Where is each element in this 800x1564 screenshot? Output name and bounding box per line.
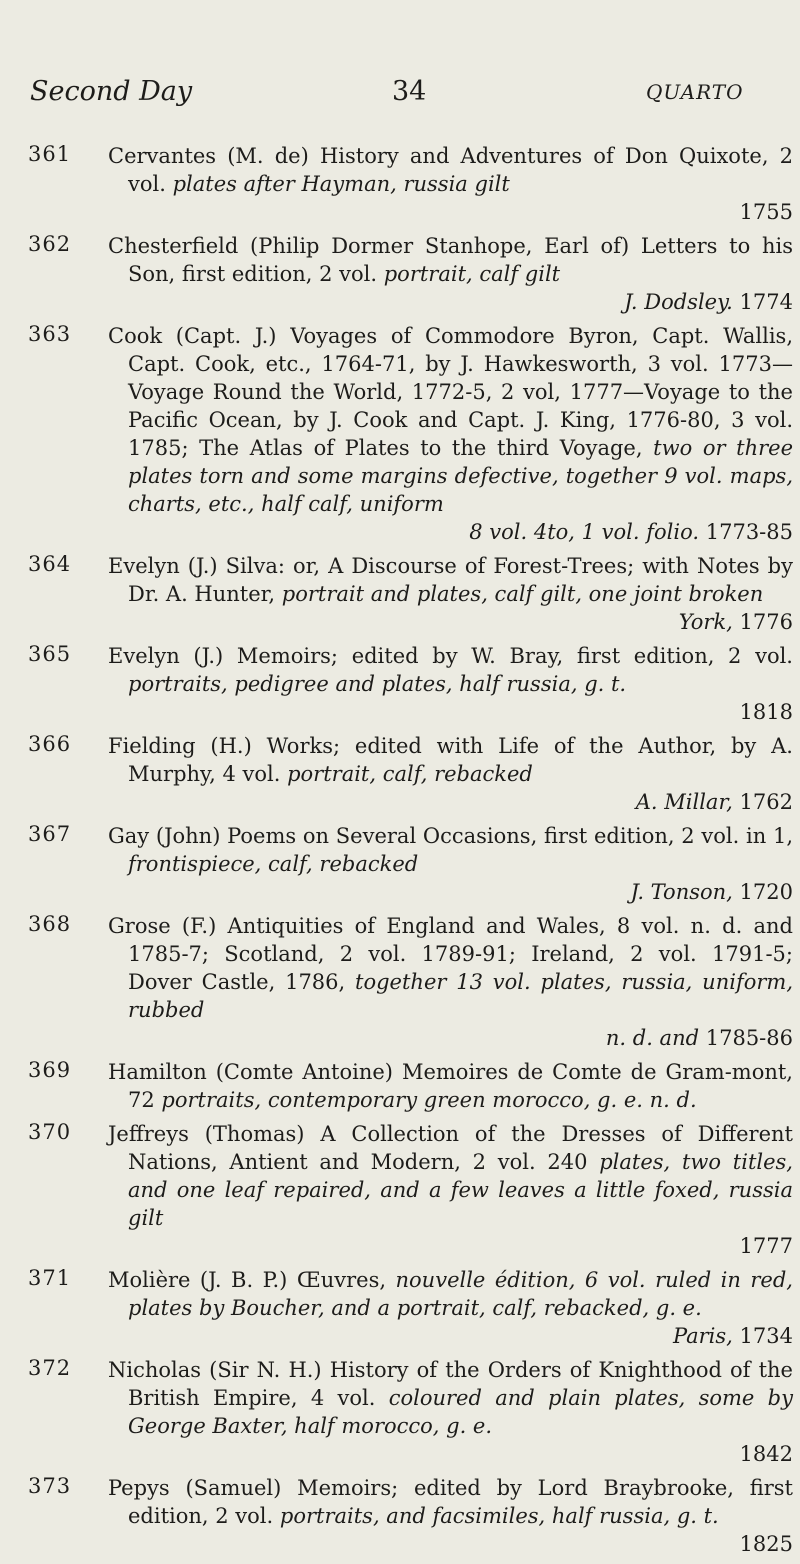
lot-title: Memoirs; edited by Lord Braybrooke, first edition, 2 vol.: [128, 1476, 793, 1528]
lot-author: Jeffreys (Thomas): [108, 1122, 305, 1146]
lot-entry: [0, 822, 800, 906]
page-header: [0, 76, 800, 116]
lot-number: 372: [28, 1356, 72, 1380]
lot-publisher: York,: [678, 610, 733, 634]
lot-publisher: J. Tonson,: [630, 880, 733, 904]
lot-title: edited by W. Bray, first edition, 2 vol.: [351, 644, 793, 668]
lot-imprint: [128, 608, 793, 636]
lot-physical-description: portrait, calf, rebacked: [287, 762, 533, 786]
lot-title: Poems on Several Occasions, first edition, 2 vol. in 1,: [227, 824, 793, 848]
lot-number: 362: [28, 232, 72, 256]
lot-imprint: [128, 1024, 793, 1052]
lot-number: 370: [28, 1120, 72, 1144]
lot-number: 363: [28, 322, 72, 346]
lot-physical-description: plates after Hayman, russia gilt: [172, 172, 510, 196]
lot-description: [108, 822, 793, 906]
lot-imprint: [128, 698, 793, 726]
lot-physical-description: two or three plates torn and some margins defective, together 9 vol. maps, charts, etc., half calf, uniform: [128, 436, 794, 516]
lot-author: Nicholas (Sir N. H.): [108, 1358, 322, 1382]
lot-physical-description: portrait and plates, calf gilt, one joint broken: [281, 582, 764, 606]
lot-year: 1842: [739, 1442, 793, 1466]
header-format: QUARTO: [646, 80, 744, 104]
lot-imprint: [128, 198, 793, 226]
lot-title: Voyages of Commodore Byron, Capt. Wallis, Capt. Cook, etc., 1764-71, by J. Hawkesworth, 3 vol. 1773—Voyage Round the World, 1772-5, 2 vol, 1777—Voyage to the Pacific Ocean, by J. Cook and Capt. J. King, 1776-80, 3 vol. 1785; The Atlas of Plates to the third Voyage,: [128, 324, 793, 460]
lot-author: Pepys (Samuel): [108, 1476, 282, 1500]
lot-description: [108, 1474, 793, 1558]
lot-description: [108, 1266, 793, 1350]
lot-imprint: [128, 1322, 793, 1350]
lot-number: 369: [28, 1058, 72, 1082]
lot-title: or, A Discourse of Forest-Trees; with Notes by Dr. A. Hunter,: [128, 554, 793, 606]
lot-entry: [0, 232, 800, 316]
lot-author: Grose (F.): [108, 914, 217, 938]
lot-number: 371: [28, 1266, 72, 1290]
lot-imprint: [128, 788, 793, 816]
lot-physical-description: nouvelle édition, 6 vol. ruled in red, plates by Boucher, and a portrait, calf, rebacked, g. e.: [128, 1268, 793, 1320]
lot-year: 1755: [739, 200, 793, 224]
lot-imprint: [128, 878, 793, 906]
catalogue-entries: [0, 142, 800, 1564]
lot-description: [108, 1120, 793, 1260]
lot-physical-description: coloured and plain plates, some by George Baxter, half morocco, g. e.: [128, 1386, 793, 1438]
lot-title: Œuvres,: [296, 1268, 387, 1292]
lot-year: 1818: [739, 700, 793, 724]
lot-publisher: J. Dodsley.: [624, 290, 733, 314]
lot-description: [108, 232, 793, 316]
lot-physical-description: portrait, calf gilt: [383, 262, 561, 286]
page-number: 34: [392, 76, 427, 107]
lot-number: 365: [28, 642, 72, 666]
lot-entry: [0, 1058, 800, 1114]
lot-entry: [0, 1356, 800, 1468]
lot-imprint: [128, 1440, 793, 1468]
lot-year: 1825: [739, 1532, 793, 1556]
lot-author: Gay (John): [108, 824, 221, 848]
lot-author: Evelyn (J.) Memoirs;: [108, 644, 339, 668]
lot-year: 1774: [739, 290, 793, 314]
lot-year: 1785-86: [705, 1026, 793, 1050]
lot-description: [108, 142, 793, 226]
lot-description: [108, 1356, 793, 1468]
lot-title: History of the Orders of Knighthood of the British Empire, 4 vol.: [128, 1358, 793, 1410]
lot-title: Memoires de Comte de Gram-mont, 72: [128, 1060, 793, 1112]
lot-number: 368: [28, 912, 72, 936]
lot-number: 373: [28, 1474, 72, 1498]
lot-number: 361: [28, 142, 72, 166]
lot-imprint: [128, 1232, 793, 1260]
lot-description: [108, 642, 793, 726]
lot-publisher: Paris,: [672, 1324, 733, 1348]
lot-entry: [0, 912, 800, 1052]
lot-number: 367: [28, 822, 72, 846]
lot-publisher: n. d. and: [605, 1026, 700, 1050]
lot-year: 1773-85: [705, 520, 793, 544]
lot-imprint: [128, 1530, 793, 1558]
header-day: Second Day: [30, 76, 193, 107]
lot-physical-description: portraits, contemporary green morocco, g. e. n. d.: [161, 1088, 697, 1112]
lot-title: Antiquities of England and Wales, 8 vol. n. d. and 1785-7; Scotland, 2 vol. 1789-91; Ireland, 2 vol. 1791-5; Dover Castle, 1786,: [128, 914, 793, 994]
lot-entry: [0, 1120, 800, 1260]
lot-entry: [0, 642, 800, 726]
lot-physical-description: frontispiece, calf, rebacked: [128, 852, 419, 876]
lot-author: Fielding (H.) Works;: [108, 734, 341, 758]
lot-entry: [0, 1474, 800, 1558]
lot-physical-description: portraits, and facsimiles, half russia, g. t.: [279, 1504, 719, 1528]
lot-description: [108, 732, 793, 816]
lot-author: Hamilton (Comte Antoine): [108, 1060, 394, 1084]
lot-title: History and Adventures of Don Quixote, 2 vol.: [128, 144, 794, 196]
lot-number: 364: [28, 552, 72, 576]
lot-year: 1720: [739, 880, 793, 904]
lot-author: Chesterfield (Philip Dormer Stanhope, Earl of): [108, 234, 630, 258]
lot-publisher: 8 vol. 4to, 1 vol. folio.: [469, 520, 700, 544]
lot-number: 366: [28, 732, 72, 756]
lot-entry: [0, 142, 800, 226]
lot-physical-description: portraits, pedigree and plates, half russia, g. t.: [128, 672, 627, 696]
lot-imprint: [128, 518, 793, 546]
lot-author: Cook (Capt. J.): [108, 324, 277, 348]
lot-entry: [0, 1266, 800, 1350]
lot-physical-description: together 13 vol. plates, russia, uniform, rubbed: [128, 970, 793, 1022]
lot-publisher: A. Millar,: [635, 790, 733, 814]
lot-year: 1734: [739, 1324, 793, 1348]
lot-physical-description: plates, two titles, and one leaf repaired, and a few leaves a little foxed, russia gilt: [128, 1150, 793, 1230]
lot-entry: [0, 552, 800, 636]
lot-entry: [0, 732, 800, 816]
lot-entry: [0, 322, 800, 546]
lot-description: [108, 1058, 793, 1114]
lot-title: A Collection of the Dresses of Different Nations, Antient and Modern, 2 vol. 240: [128, 1122, 793, 1174]
lot-description: [108, 552, 793, 636]
lot-year: 1777: [739, 1234, 793, 1258]
lot-description: [108, 912, 793, 1052]
lot-author: Molière (J. B. P.): [108, 1268, 288, 1292]
lot-author: Cervantes (M. de): [108, 144, 309, 168]
lot-description: [108, 322, 793, 546]
lot-year: 1776: [739, 610, 793, 634]
lot-title: edited with Life of the Author, by A. Murphy, 4 vol.: [128, 734, 793, 786]
lot-title: Letters to his Son, first edition, 2 vol.: [128, 234, 793, 286]
lot-imprint: [128, 288, 793, 316]
lot-author: Evelyn (J.) Silva:: [108, 554, 285, 578]
lot-year: 1762: [739, 790, 793, 814]
